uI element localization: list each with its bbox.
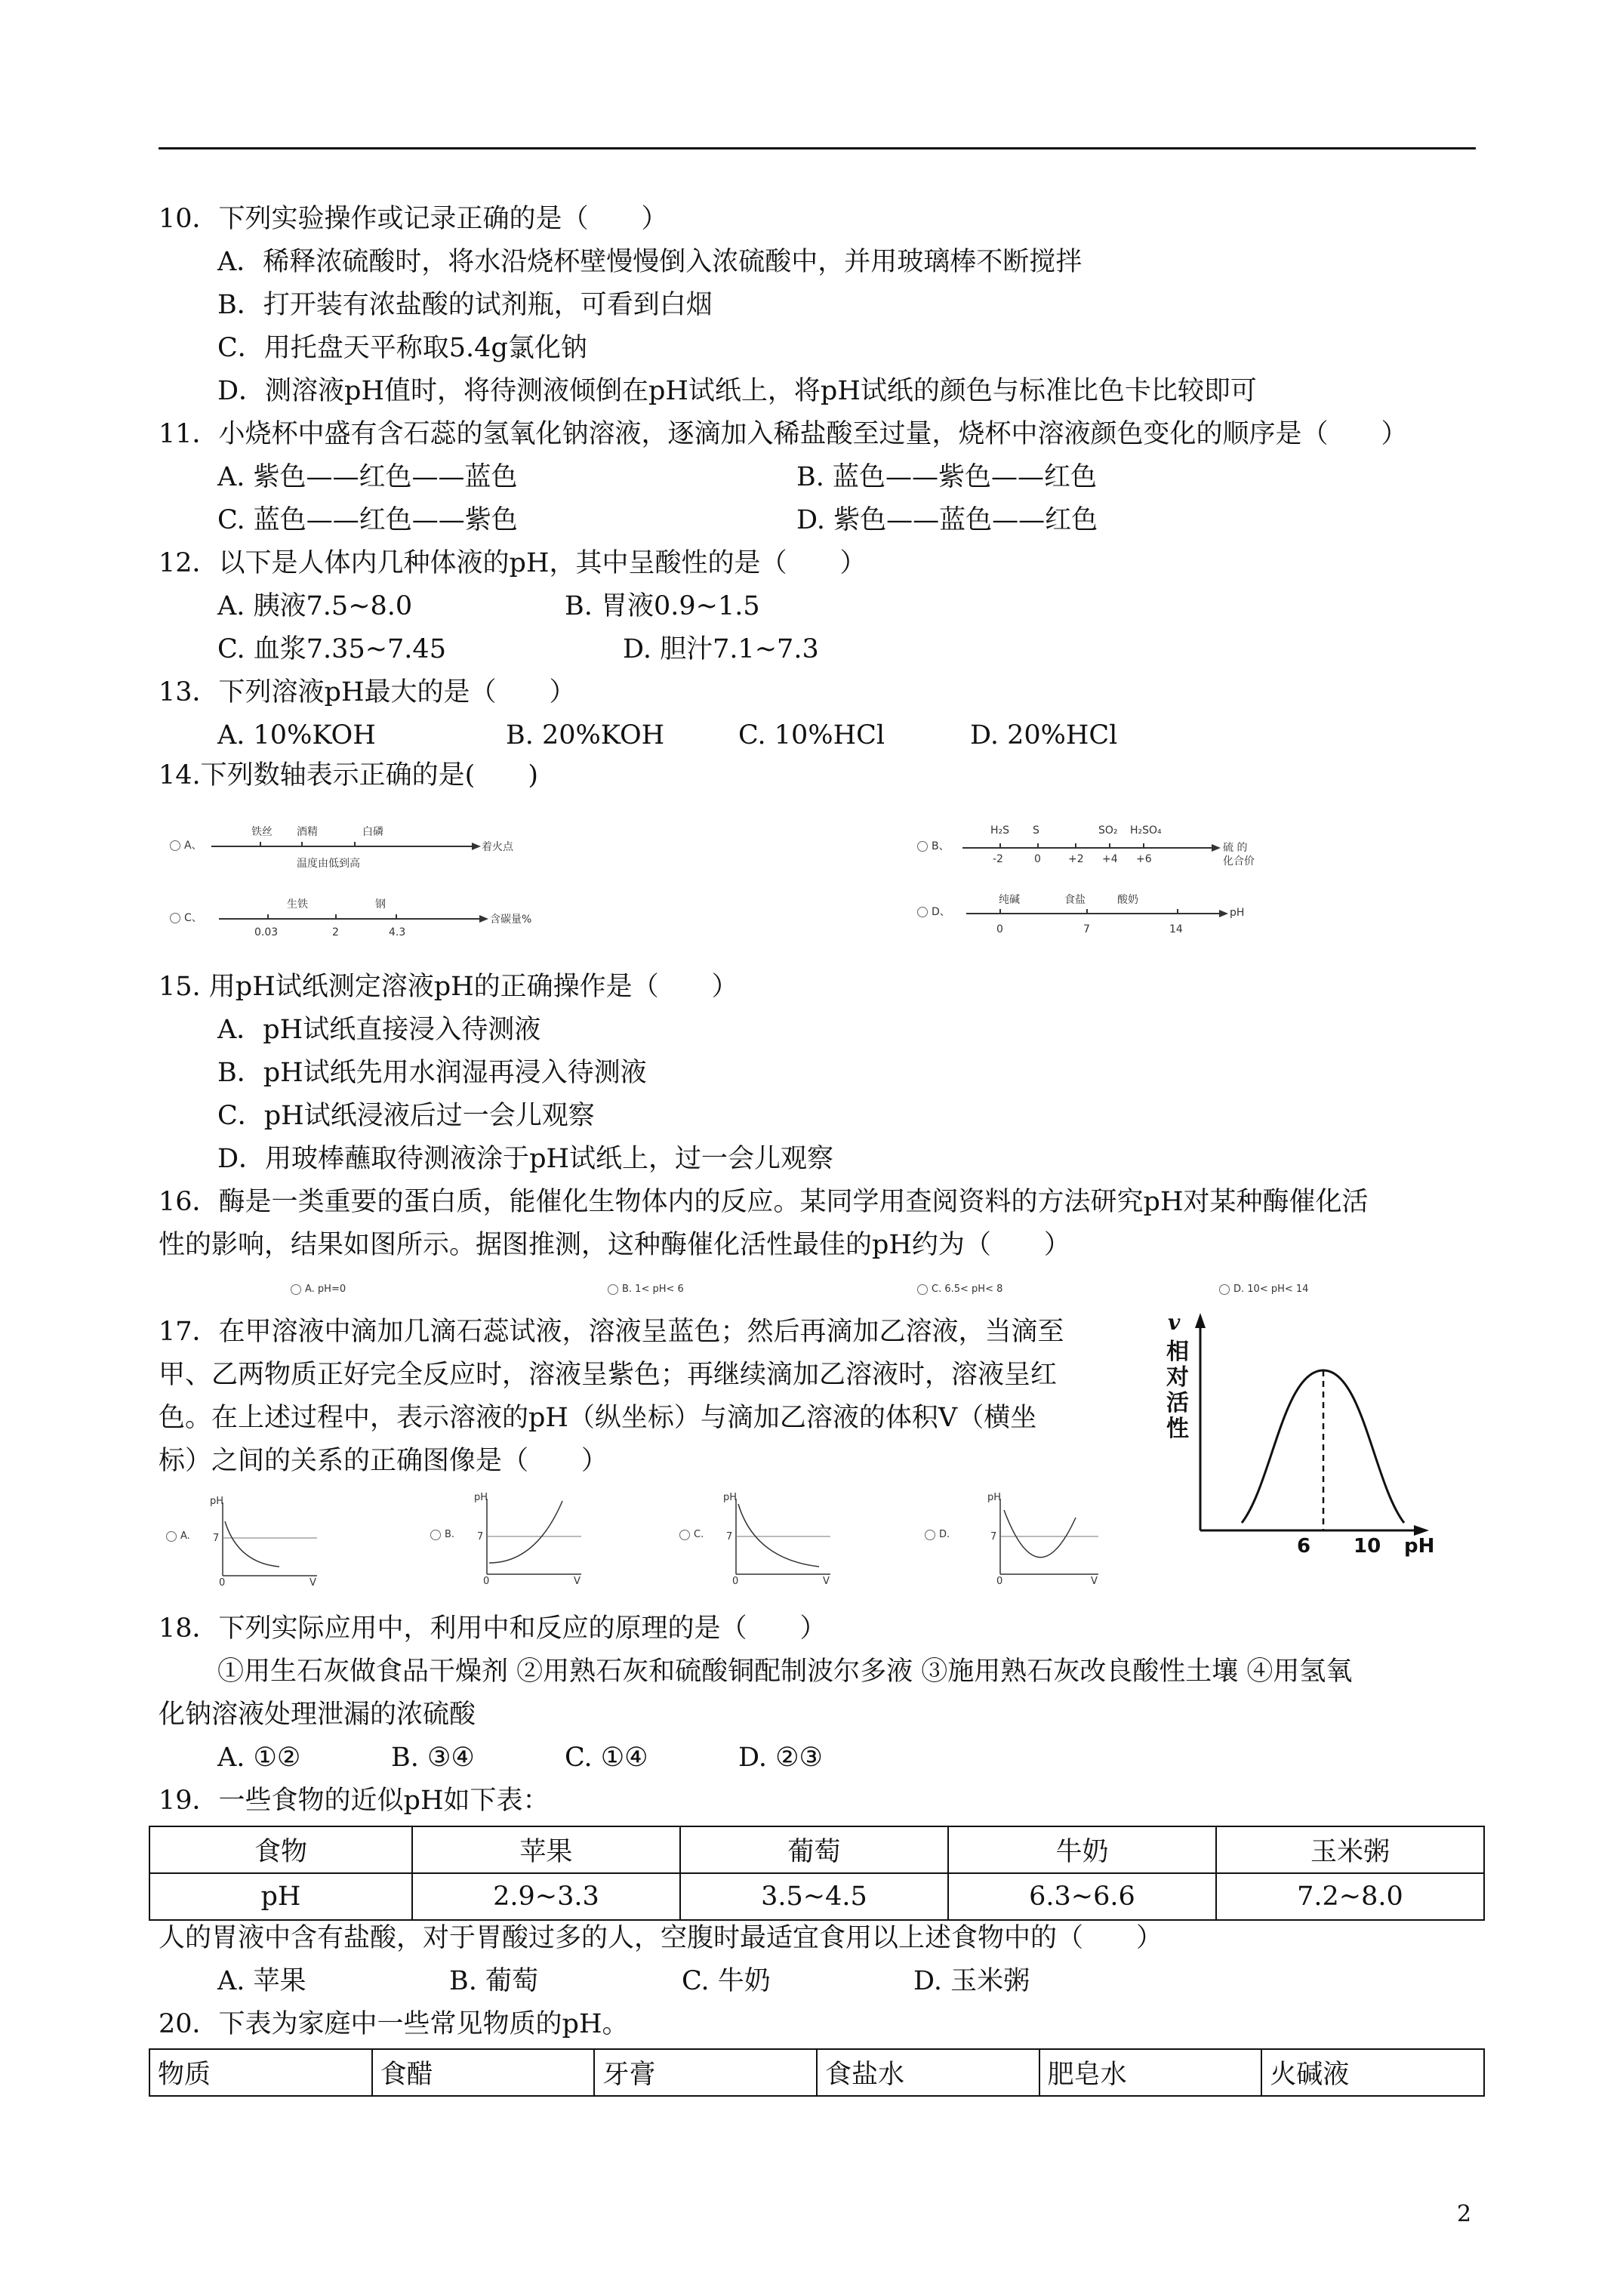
q15-option-c: C．pH试纸浸液后过一会儿观察 <box>217 1101 595 1131</box>
q16-line1: 16．酶是一类重要的蛋白质，能催化生物体内的反应。某同学用查阅资料的方法研究pH对某种酶催化活 <box>159 1187 1369 1217</box>
axis-label-hantanliang: 含碳量% <box>490 914 532 926</box>
q20-stem: 20．下表为家庭中一些常见物质的pH。 <box>159 2009 629 2039</box>
axis-label-zhuohuodian: 着火点 <box>482 841 513 853</box>
q18-option-c: C. ①④ <box>565 1743 648 1773</box>
q17-graph-d[interactable]: D. pH 7 0 V <box>925 1487 1121 1597</box>
table-cell: 牛奶 <box>948 1826 1216 1873</box>
q14-option-d[interactable]: D、 纯碱 食盐 酸奶 0 7 14 pH <box>917 887 1340 955</box>
q11-option-d: D. 紫色——蓝色——红色 <box>796 505 1098 535</box>
enzyme-activity-chart <box>1159 1310 1446 1567</box>
q18-body1: ①用生石灰做食品干燥剂 ②用熟石灰和硫酸铜配制波尔多液 ③施用熟石灰改良酸性土壤 ④用氢氧 <box>217 1657 1353 1687</box>
q16-option-d[interactable]: D. 10< pH< 14 <box>1219 1284 1308 1295</box>
table-header-row <box>149 2049 1484 2096</box>
label-jiujing: 酒精 <box>297 826 318 838</box>
table-cell: 食醋 <box>372 2049 595 2096</box>
q12-option-d: D. 胆汁7.1~7.3 <box>623 634 819 664</box>
q14-option-c[interactable]: C、 生铁 钢 0.03 2 4.3 含碳量% <box>170 887 593 955</box>
tick-plus4: +4 <box>1102 853 1118 865</box>
table-row <box>149 1873 1484 1920</box>
q11-option-a: A. 紫色——红色——蓝色 <box>217 462 518 492</box>
q17-graph-c[interactable]: C. pH 7 0 V <box>679 1487 845 1597</box>
tick-0: 0 <box>996 923 1003 935</box>
axis-label-huahejia: 化合价 <box>1223 855 1255 868</box>
label-shengtie: 生铁 <box>287 898 308 911</box>
table-cell: 苹果 <box>412 1826 680 1873</box>
label-gang: 钢 <box>375 898 386 911</box>
label-h2so4: H₂SO₄ <box>1130 824 1162 837</box>
q12-option-c: C. 血浆7.35~7.45 <box>217 634 446 664</box>
table-cell: 食盐水 <box>817 2049 1039 2096</box>
q10-option-b: B．打开装有浓盐酸的试剂瓶，可看到白烟 <box>217 290 713 320</box>
q12-option-a: A. 胰液7.5~8.0 <box>217 591 413 621</box>
q12-stem: 12．以下是人体内几种体液的pH，其中呈酸性的是（ ） <box>159 548 867 578</box>
q16-option-b[interactable]: B. 1< pH< 6 <box>608 1284 684 1295</box>
table-cell: 葡萄 <box>680 1826 948 1873</box>
radio-icon[interactable] <box>291 1284 301 1295</box>
q17-line2: 甲、乙两物质正好完全反应时，溶液呈紫色；再继续滴加乙溶液时，溶液呈红 <box>159 1360 1058 1390</box>
table-cell: 2.9~3.3 <box>412 1873 680 1920</box>
y-label-xing: 性 <box>1166 1416 1189 1442</box>
radio-icon[interactable] <box>608 1284 618 1295</box>
q13-option-d: D. 20%HCl <box>970 720 1118 750</box>
x-tick-10: 10 <box>1354 1535 1381 1558</box>
q17-graph-a[interactable]: A. pH 7 0 V <box>166 1491 332 1597</box>
x-label-ph: pH <box>1404 1535 1435 1558</box>
q15-option-a: A．pH试纸直接浸入待测液 <box>217 1015 541 1045</box>
label-shiyan: 食盐 <box>1064 894 1086 906</box>
q19-food-ph-table <box>149 1826 1485 1921</box>
q19-stem: 19．一些食物的近似pH如下表： <box>159 1786 550 1816</box>
q20-household-ph-table <box>149 2048 1485 2097</box>
tick-43: 4.3 <box>389 926 406 938</box>
label-tiesi: 铁丝 <box>251 826 273 838</box>
table-cell: 物质 <box>149 2049 372 2096</box>
q16-line2: 性的影响，结果如图所示。据图推测，这种酶催化活性最佳的pH约为（ ） <box>159 1230 1070 1260</box>
table-cell: 火碱液 <box>1261 2049 1484 2096</box>
q10-stem: 10．下列实验操作或记录正确的是（ ） <box>159 204 668 234</box>
label-suannai: 酸奶 <box>1117 894 1138 906</box>
q10-option-d: D．测溶液pH值时，将待测液倾倒在pH试纸上，将pH试纸的颜色与标准比色卡比较即可 <box>217 376 1257 406</box>
q13-option-c: C. 10%HCl <box>738 720 885 750</box>
table-cell: 牙膏 <box>594 2049 817 2096</box>
tick-plus6: +6 <box>1136 853 1152 865</box>
q18-option-d: D. ②③ <box>738 1743 823 1773</box>
q17-line1: 17．在甲溶液中滴加几滴石蕊试液，溶液呈蓝色；然后再滴加乙溶液，当滴至 <box>159 1317 1064 1347</box>
q14-option-a[interactable]: A、 铁丝 酒精 白磷 着火点 温度由低到高 <box>170 819 562 887</box>
q19-option-a: A. 苹果 <box>217 1966 306 1996</box>
tick-7: 7 <box>1083 923 1090 935</box>
table-cell: 7.2~8.0 <box>1216 1873 1484 1920</box>
table-cell: 6.3~6.6 <box>948 1873 1216 1920</box>
q17-graph-b[interactable]: B. pH 7 0 V <box>430 1487 596 1597</box>
tick-plus2: +2 <box>1068 853 1084 865</box>
q17-line4: 标）之间的关系的正确图像是（ ） <box>159 1446 608 1476</box>
table-cell: pH <box>149 1873 412 1920</box>
table-cell: 3.5~4.5 <box>680 1873 948 1920</box>
q11-option-b: B. 蓝色——紫色——红色 <box>796 462 1097 492</box>
q10-option-c: C．用托盘天平称取5.4g氯化钠 <box>217 333 587 363</box>
q15-stem: 15. 用pH试纸测定溶液pH的正确操作是（ ） <box>159 972 738 1002</box>
q12-option-b: B. 胃液0.9~1.5 <box>565 591 760 621</box>
q16-option-a[interactable]: A. pH=0 <box>291 1284 346 1295</box>
tick-minus2: -2 <box>993 853 1003 865</box>
table-cell: 食物 <box>149 1826 412 1873</box>
q19-option-d: D. 玉米粥 <box>913 1966 1030 1996</box>
q19-after: 人的胃液中含有盐酸，对于胃酸过多的人，空腹时最适宜食用以上述食物中的（ ） <box>159 1923 1163 1953</box>
label-chunjian: 纯碱 <box>999 894 1020 906</box>
q11-option-c: C. 蓝色——红色——紫色 <box>217 505 518 535</box>
q13-option-b: B. 20%KOH <box>506 720 665 750</box>
q15-option-d: D．用玻棒蘸取待测液涂于pH试纸上，过一会儿观察 <box>217 1144 833 1174</box>
q18-option-b: B. ③④ <box>391 1743 475 1773</box>
q14-option-b[interactable]: B、 H₂S S SO₂ H₂SO₄ -2 0 +2 +4 +6 硫 的 化合价 <box>917 814 1340 889</box>
q13-stem: 13．下列溶液pH最大的是（ ） <box>159 677 576 707</box>
table-header-row <box>149 1826 1484 1873</box>
axis-label-liu: 硫 的 <box>1223 842 1248 854</box>
q13-option-a: A. 10%KOH <box>217 720 376 750</box>
tick-2: 2 <box>332 926 339 938</box>
q10-option-a: A．稀释浓硫酸时，将水沿烧杯壁慢慢倒入浓硫酸中，并用玻璃棒不断搅拌 <box>217 247 1083 277</box>
label-bailin: 白磷 <box>362 826 383 838</box>
y-label-huo: 活 <box>1166 1390 1189 1416</box>
label-wendu: 温度由低到高 <box>297 858 360 870</box>
radio-icon[interactable] <box>1219 1284 1230 1295</box>
y-label-xiang: 相 <box>1166 1339 1189 1365</box>
tick-003: 0.03 <box>254 926 279 938</box>
tick-14: 14 <box>1169 923 1183 935</box>
q14-stem: 14.下列数轴表示正确的是( ) <box>159 760 538 791</box>
radio-icon[interactable] <box>917 1284 928 1295</box>
x-tick-6: 6 <box>1297 1535 1311 1558</box>
y-label-dui: 对 <box>1166 1364 1189 1391</box>
q11-stem: 11．小烧杯中盛有含石蕊的氢氧化钠溶液，逐滴加入稀盐酸至过量，烧杯中溶液颜色变化的顺序是（ ） <box>159 419 1408 449</box>
header-rule <box>159 147 1476 149</box>
tick-0: 0 <box>1034 853 1041 865</box>
q19-option-c: C. 牛奶 <box>682 1966 771 1996</box>
y-label-v: v <box>1168 1310 1181 1335</box>
table-cell: 肥皂水 <box>1039 2049 1262 2096</box>
label-s: S <box>1033 824 1039 837</box>
q19-option-b: B. 葡萄 <box>449 1966 538 1996</box>
axis-label-ph: pH <box>1230 907 1245 919</box>
q18-stem: 18．下列实际应用中，利用中和反应的原理的是（ ） <box>159 1613 827 1644</box>
page-number: 2 <box>1457 2201 1472 2227</box>
q18-body2: 化钠溶液处理泄漏的浓硫酸 <box>159 1700 476 1730</box>
q17-line3: 色。在上述过程中，表示溶液的pH（纵坐标）与滴加乙溶液的体积V（横坐 <box>159 1403 1037 1433</box>
q15-option-b: B．pH试纸先用水润湿再浸入待测液 <box>217 1058 647 1088</box>
label-h2s: H₂S <box>990 824 1010 837</box>
q16-option-c[interactable]: C. 6.5< pH< 8 <box>917 1284 1002 1295</box>
q18-option-a: A. ①② <box>217 1743 301 1773</box>
label-so2: SO₂ <box>1098 824 1118 837</box>
table-cell: 玉米粥 <box>1216 1826 1484 1873</box>
